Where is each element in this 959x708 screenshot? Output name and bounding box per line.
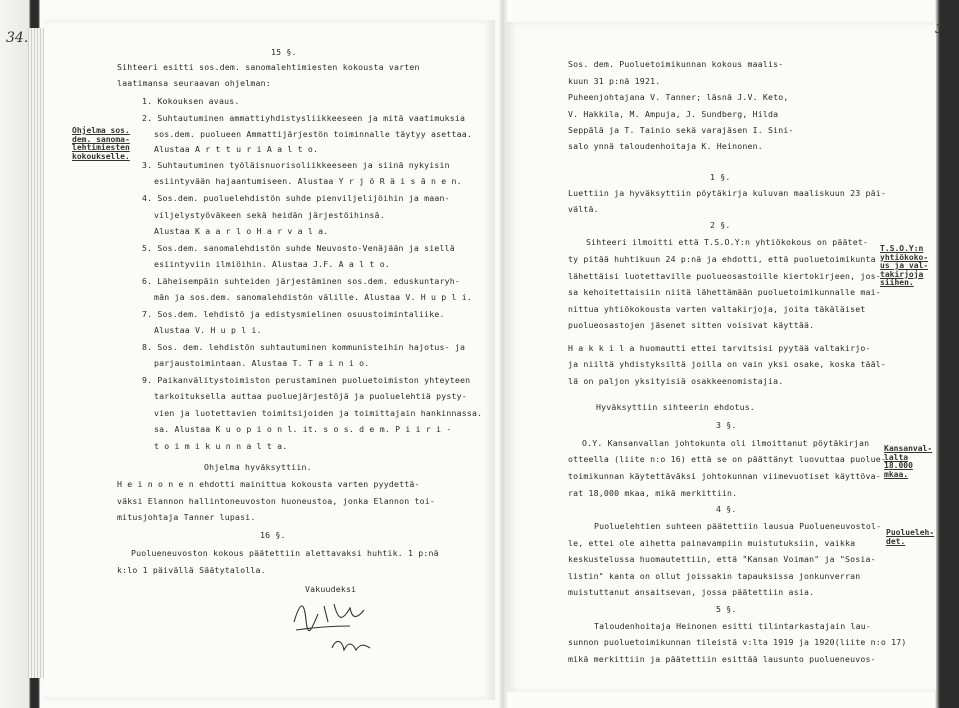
text-line: Sihteeri ilmoitti että T.S.O.Y:n yhtiökokous on päätet- [586,237,869,247]
text-line: 5. Sos.dem. sanomalehdistön suhde Neuvosto-Venäjään ja siellä [142,243,455,253]
text-line: viljelystyöväkeen sekä heidän järjestöihinsä. [154,210,385,220]
text-line: ja niiltä yhdistyksiltä joilla on vain yksi osake, koska tääl- [568,359,887,369]
text-line: otteella (liite n:o 16) että se on päättänyt luovuttaa puolue- [568,454,887,464]
text-line: 2. Suhtautuminen ammattiyhdistysliikkeeseen ja mitä vaatimuksia [142,113,466,123]
text-line: 7. Sos.dem. lehdistö ja edistysmielinen osuustoimintaliike. [142,309,445,319]
section-number-2: 2 §. [710,220,731,230]
text-line: laatimansa seuraavan ohjelman: [117,78,271,88]
text-line: listin" kanta on ollut joissakin tapauksissa jonkunverran [568,571,861,581]
text-line: Puolueneuvoston kokous päätettiin alettavaksi huhtik. 1 p:nä [131,548,439,558]
text-line: esiintyvään hajaantumiseen. Alustaa Y r j ö R ä i s ä n e n. [154,176,462,186]
text-line: le, ettei ole aihetta painavampiin muistutuksiin, vaikka [568,538,856,548]
text-line: Seppälä ja T. Tainio sekä varajäsen I. Sini- [568,125,794,135]
text-line: 1. Kokouksen avaus. [142,96,240,106]
section-number-1: 1 §. [710,172,731,182]
text-line: 8. Sos. dem. lehdistön suhtautuminen kommunisteihin hajotus- ja [142,342,466,352]
handwritten-page-number-left: 34. [6,30,29,46]
text-line: esiintyviin ilmiöihin. Alustaa J.F. A a l t o. [154,259,390,269]
text-line: Taloudenhoitaja Heinonen esitti tilintarkastajain lau- [594,621,871,631]
handwritten-page-number-right: 37 [935,22,952,37]
right-margin-note-puoluelehdet: Puolueleh- det. [886,528,935,546]
text-line: lähettäisi luotettaville puolueosastoille kiertokirjeen, jos- [568,271,881,281]
left-margin-note: Ohjelma sos. dem. sanoma- lehtimiesten kokoukselle. [72,126,130,161]
text-line: Alustaa K a a r l o H a r v a l a. [154,226,329,236]
text-line: nittua yhtiökokousta varten valtakirjoja, joita täkäläiset [568,304,866,314]
text-line: k:lo 1 päivällä Säätytalolla. [117,565,266,575]
text-line: kuun 31 p:nä 1921. [568,76,661,86]
text-line: sunnon puoluetoimikunnan tileistä v:lta 1919 ja 1920(liite n:o 17) [568,637,907,647]
text-line: salo ynnä taloudenhoitaja K. Heinonen. [568,141,763,151]
text-line: rat 18,000 mkaa, mikä merkittiin. [568,488,738,498]
text-line: Alustaa V. H u p l i. [154,325,262,335]
text-line: Hyväksyttiin sihteerin ehdotus. [596,402,756,412]
text-line: O.Y. Kansanvallan johtokunta oli ilmoittanut pöytäkirjan [582,438,870,448]
right-margin-note-kansanvalta: Kansanval- lalta 18.000 mkaa. [884,444,933,479]
section-number-15: 15 §. [271,47,297,57]
right-margin-note-tsoy: T.S.O.Y:n yhtiökoko- us ja val- takirjoja siihen. [880,244,929,287]
text-line: vältä. [568,204,599,214]
text-line: mikä merkittiin ja päätettiin esittää lausunto puolueneuvos- [568,654,876,664]
section-number-16: 16 §. [260,530,286,540]
text-line: Ohjelma hyväksyttiin. [204,462,312,472]
text-line: Puoluelehtien suhteen päätettiin lausua Puolueneuvostol- [594,521,882,531]
text-line: mitusjohtaja Tanner lupasi. [117,512,256,522]
text-line: män ja sos.dem. sanomalehdistön välille. Alustaa V. H u p l i. [154,292,473,302]
text-line: sa. Alustaa K u o p i o n l. it. s o s. d e m. P i i r i - [154,424,452,434]
handwritten-signatures [290,592,390,662]
section-number-5: 5 §. [716,604,737,614]
text-line: V. Hakkila, M. Ampuja, J. Sundberg, Hilda [568,109,779,119]
vakuudeksi-label: Vakuudeksi [305,584,357,594]
text-line: H e i n o n e n ehdotti mainittua kokousta varten pyydettä- [117,479,420,489]
text-line: Sos. dem. Puoluetoimikunnan kokous maalis- [568,59,784,69]
text-line: tarkoituksella auttaa puoluejärjestöjä ja puoluelehtiä pysty- [154,391,467,401]
text-line: 3. Suhtautuminen työläisnuorisoliikkeeseen ja siinä nykyisin [142,160,450,170]
text-line: 4. Sos.dem. puoluelehdistön suhde pienviljelijöihin ja maan- [142,193,450,203]
text-line: sa kehoitettaisiin niitä lähettämään puoluetoimikunnalle mai- [568,287,881,297]
text-line: H a k k i l a huomautti ettei tarvitsisi pyytää valtakirjo- [568,343,871,353]
text-line: muistuttanut ansaitsevan, jossa päätettiin asia. [568,587,815,597]
text-line: Puheenjohtajana V. Tanner; läsnä J.V. Keto, [568,92,789,102]
section-number-3: 3 §. [716,420,737,430]
text-line: lä on paljon yksityisiä osakkeenomistajia. [568,376,784,386]
text-line: vien ja luotettavien toimitsijoiden ja toimittajain hankinnassa. [154,408,483,418]
text-line: parjaustoimintaan. Alustaa T. T a i n i o. [154,358,370,368]
section-number-4: 4 §. [716,504,737,514]
text-line: 9. Paikanvälitystoimiston perustaminen puoluetoimiston yhteyteen [142,375,471,385]
text-line: 6. Läheisempäin suhteiden järjestäminen sos.dem. eduskuntaryh- [142,276,461,286]
text-line: Sihteeri esitti sos.dem. sanomalehtimiesten kokousta varten [117,62,420,72]
text-line: t o i m i k u n n a l t a. [154,441,288,451]
text-line: keskustelussa huomautettiin, että "Kansan Voiman" ja "Sosia- [568,554,876,564]
book-page-edges [28,28,44,678]
text-line: ty pitää huhtikuun 24 p:nä ja ehdotti, että puoluetoimikunta [568,254,876,264]
text-line: Alustaa A r t t u r i A a l t o. [154,144,319,154]
text-line: sos.dem. puolueen Ammattijärjestön toiminnalle täytyy asettaa. [154,129,473,139]
text-line: väksi Elannon hallintoneuvoston huoneustoa, jonka Elannon toi- [117,496,436,506]
text-line: Luettiin ja hyväksyttiin pöytäkirja kuluvan maaliskuun 23 päi- [568,188,887,198]
text-line: toimikunnan käytettäväksi johtokunnan viimevuotiset käyttöva- [568,471,881,481]
text-line: puolueosastojen jäsenet sitten voisivat käyttää. [568,320,815,330]
